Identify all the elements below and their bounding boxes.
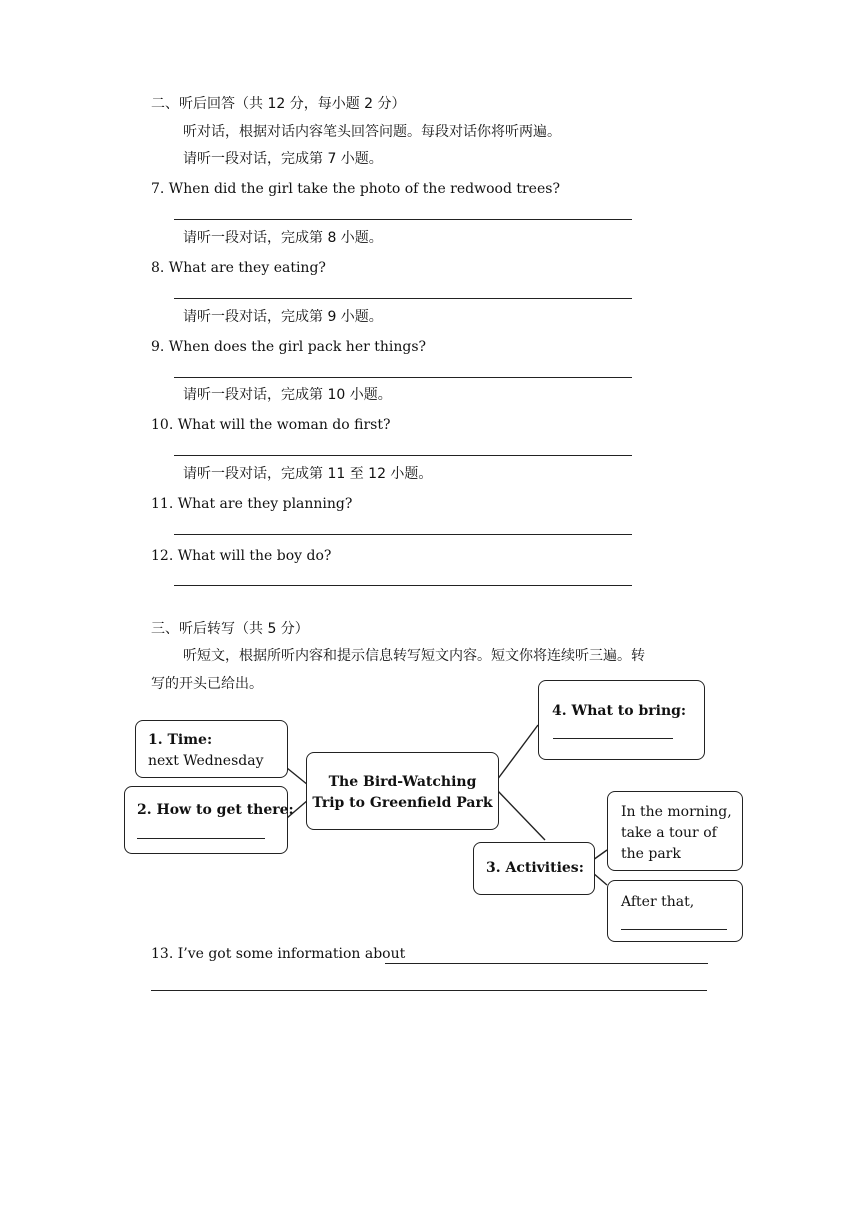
question-8: 8. What are they eating? — [151, 260, 326, 276]
prompt-q8: 请听一段对话，完成第 8 小题。 — [183, 230, 383, 246]
bring-label: 4. What to bring: — [552, 703, 687, 719]
center-title-line2: Trip to Greenfield Park — [312, 795, 493, 811]
section3-instruction-line2: 写的开头已给出。 — [151, 676, 263, 692]
answer-line-q13-b[interactable] — [151, 990, 707, 991]
question-11: 11. What are they planning? — [151, 496, 353, 512]
prompt-q11-12: 请听一段对话，完成第 11 至 12 小题。 — [183, 466, 433, 482]
morning-line1: In the morning, — [621, 804, 732, 820]
mindmap-morning-box — [607, 791, 743, 871]
mindmap-transport-box — [124, 786, 294, 854]
section2-instruction: 听对话，根据对话内容笔头回答问题。每段对话你将听两遍。 — [183, 124, 561, 140]
after-label: After that, — [621, 894, 695, 910]
mindmap-time-box — [135, 720, 288, 778]
answer-line-q13-a[interactable] — [385, 963, 708, 964]
question-7: 7. When did the girl take the photo of the redwood trees? — [151, 181, 560, 197]
question-13: 13. I’ve got some information about — [151, 946, 406, 962]
mindmap-after-box — [607, 880, 743, 942]
question-12: 12. What will the boy do? — [151, 548, 332, 564]
prompt-q9: 请听一段对话，完成第 9 小题。 — [183, 309, 383, 325]
mindmap-activities-box — [473, 842, 595, 895]
mindmap-bring-box — [538, 680, 705, 760]
morning-line2: take a tour of — [621, 825, 717, 841]
morning-line3: the park — [621, 846, 681, 862]
section2-heading: 二、听后回答（共 12 分，每小题 2 分） — [151, 96, 406, 112]
how-label: 2. How to get there: — [137, 802, 294, 818]
time-label: 1. Time: — [148, 732, 213, 748]
section3-instruction-line1: 听短文，根据所听内容和提示信息转写短文内容。短文你将连续听三遍。转 — [183, 648, 645, 664]
bring-answer-line[interactable] — [553, 738, 673, 739]
time-value: next Wednesday — [148, 753, 264, 769]
mindmap-center-box — [306, 752, 499, 830]
after-answer-line[interactable] — [621, 929, 727, 930]
how-answer-line[interactable] — [137, 838, 265, 839]
question-9: 9. When does the girl pack her things? — [151, 339, 427, 355]
center-title-line1: The Bird-Watching — [328, 774, 477, 790]
prompt-q7: 请听一段对话，完成第 7 小题。 — [183, 151, 383, 167]
section3-heading: 三、听后转写（共 5 分） — [151, 621, 309, 637]
activities-label: 3. Activities: — [486, 860, 584, 876]
question-10: 10. What will the woman do first? — [151, 417, 391, 433]
prompt-q10: 请听一段对话，完成第 10 小题。 — [183, 387, 392, 403]
